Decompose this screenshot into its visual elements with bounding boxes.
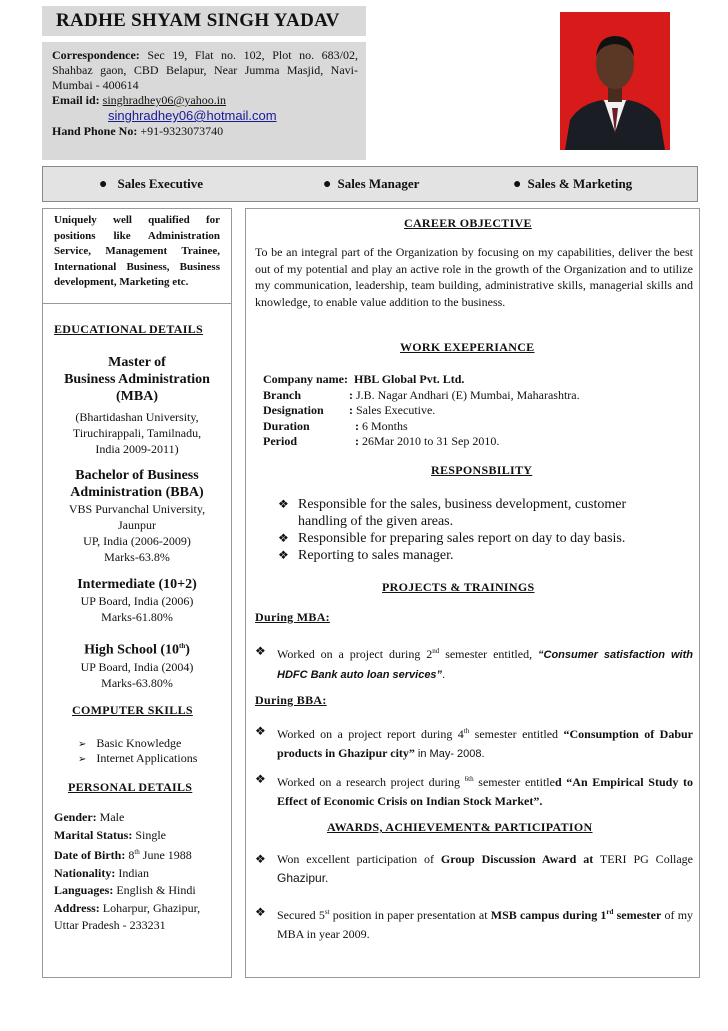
correspondence-address: Sec 19, Flat no. 102, Plot no. 683/02, Shahbaz gaon, CBD Belapur, Near Jumma Masjid, Navi- Mumbai - 400614	[52, 48, 359, 92]
responsibility-item: ❖ Reporting to sales manager.	[278, 548, 454, 563]
mba-block	[44, 354, 230, 457]
personal-details-heading: PERSONAL DETAILS	[68, 780, 193, 794]
bba-project-item: ❖ Worked on a project report during 4th semester entitled “Consumption of Dabur products in Ghazipur city” in May- 2008.	[255, 722, 693, 764]
bba-block	[44, 467, 230, 565]
role-item: ● Sales Executive	[99, 176, 204, 192]
awards-heading: AWARDS, ACHIEVEMENT& PARTICIPATION	[327, 820, 593, 834]
portrait-illustration	[560, 12, 670, 150]
bba-title-2: Administration (BBA)	[70, 485, 204, 500]
inter-detail-1: UP Board, India (2006)	[80, 594, 194, 608]
email-label: Email id:	[52, 93, 100, 107]
inter-title: Intermediate (10+2)	[77, 577, 197, 592]
company-row: Company name: HBL Global Pvt. Ltd.	[263, 372, 465, 386]
email-link-yahoo[interactable]: singhradhey06@yahoo.in	[102, 93, 227, 107]
inter-detail-2: Marks-61.80%	[101, 610, 173, 624]
during-mba-heading: During MBA:	[255, 610, 330, 624]
intermediate-block	[44, 576, 230, 625]
diamond-bullet-icon: ❖	[255, 852, 266, 866]
mba-title-3: (MBA)	[116, 389, 158, 404]
mba-title-1: Master of	[108, 355, 166, 370]
computer-skill-item: ➢ Internet Applications	[78, 751, 198, 765]
diamond-bullet-icon: ❖	[278, 497, 289, 511]
hs-detail-1: UP Board, India (2004)	[80, 659, 194, 674]
bullet-icon: ●	[323, 177, 332, 192]
address-row: Address: Loharpur, Ghazipur, Uttar Pradesh - 233231	[54, 900, 201, 932]
marital-row: Marital Status: Single	[54, 827, 166, 842]
personal-details	[54, 809, 224, 935]
period-row: Period : 26Mar 2010 to 31 Sep 2010.	[263, 434, 500, 448]
target-roles-bar	[42, 166, 698, 202]
diamond-bullet-icon: ❖	[255, 772, 266, 786]
divider	[43, 303, 231, 304]
name-banner	[42, 6, 366, 36]
mba-detail-3: India 2009-2011)	[95, 442, 179, 456]
phone-number: +91-9323073740	[140, 124, 224, 138]
career-objective-heading: CAREER OBJECTIVE	[404, 216, 532, 230]
dob-row: Date of Birth: 8th June 1988	[54, 848, 192, 862]
arrow-bullet-icon: ➢	[78, 739, 87, 750]
hs-detail-2: Marks-63.80%	[101, 675, 173, 690]
hs-title: High School (10th)	[84, 642, 190, 658]
phone-label: Hand Phone No:	[52, 124, 138, 138]
mba-title-2: Business Administration	[64, 372, 210, 387]
responsibility-heading: RESPONSBILITY	[431, 463, 533, 477]
bullet-icon: ●	[513, 177, 522, 192]
profile-summary: Uniquely well qualified for positions like Administration Service, Management Trainee, International Business, Business development, Marketing etc.	[54, 214, 220, 288]
award-item: ❖ Secured 5st position in paper presentation at MSB campus during 1rd semester of my MBA in year 2009.	[255, 903, 693, 944]
highschool-block	[44, 638, 230, 691]
responsibility-list	[278, 496, 668, 564]
bba-research-item: ❖ Worked on a research project during $^{6th}$ semester entitled “An Empirical Study to Effect of Economic Crisis on Indian Stock Market”.	[255, 770, 693, 811]
diamond-bullet-icon: ❖	[278, 548, 289, 562]
role-item: ● Sales & Marketing	[513, 176, 633, 192]
diamond-bullet-icon: ❖	[255, 644, 266, 658]
diamond-bullet-icon: ❖	[255, 724, 266, 738]
bba-detail-3: UP, India (2006-2009)	[83, 534, 191, 548]
projects-heading: PROJECTS & TRAININGS	[382, 580, 535, 594]
branch-row: Branch : J.B. Nagar Andhari (E) Mumbai, Maharashtra.	[263, 387, 580, 402]
award-item: ❖ Won excellent participation of Group Discussion Award at TERI PG Collage Ghazipur.	[255, 850, 693, 888]
bba-title-1: Bachelor of Business	[75, 468, 199, 483]
bba-detail-4: Marks-63.8%	[104, 550, 170, 564]
email-link-hotmail[interactable]: singhradhey06@hotmail.com	[108, 108, 277, 123]
role-item: ● Sales Manager	[323, 176, 420, 192]
designation-row: Designation : Sales Executive.	[263, 403, 436, 417]
computer-skills-heading: COMPUTER SKILLS	[72, 703, 193, 717]
gender-row: Gender: Male	[54, 810, 125, 824]
responsibility-item: ❖ Responsible for preparing sales report on day to day basis.	[278, 531, 626, 546]
work-details	[263, 372, 580, 450]
bullet-icon: ●	[99, 177, 108, 192]
languages-row: Languages: English & Hindi	[54, 883, 196, 897]
mba-project-item: ❖ Worked on a project during 2nd semester entitled, “Consumer satisfaction with HDFC Bank auto loan services”.	[255, 642, 693, 685]
responsibility-item: ❖ Responsible for the sales, business development, customer handling of the given areas.	[278, 497, 627, 529]
education-heading: EDUCATIONAL DETAILS	[54, 322, 203, 336]
bba-detail-1: VBS Purvanchal University,	[68, 502, 206, 516]
candidate-name: RADHE SHYAM SINGH YADAV	[56, 10, 340, 31]
bba-detail-2: Jaunpur	[118, 518, 156, 532]
diamond-bullet-icon: ❖	[278, 531, 289, 545]
profile-photo	[560, 12, 670, 150]
nationality-row: Nationality: Indian	[54, 865, 149, 880]
work-experience-heading: WORK EXEPERIANCE	[400, 340, 535, 354]
mba-detail-1: (Bhartidashan University,	[75, 410, 199, 424]
during-bba-heading: During BBA:	[255, 693, 327, 707]
mba-detail-2: Tiruchirappali, Tamilnadu,	[72, 426, 202, 440]
diamond-bullet-icon: ❖	[255, 905, 266, 919]
computer-skill-item: ➢ Basic Knowledge	[78, 736, 182, 750]
correspondence-label: Correspondence:	[52, 48, 140, 62]
arrow-bullet-icon: ➢	[78, 754, 87, 765]
career-objective-text: To be an integral part of the Organization by focusing on my capabilities, deliver the best out of my potential and play an active role in the growth of the Organization and to utilize my communication, leadership, team building, administrative skills, managerial skills and knowledge, to enable value addition to the business.	[255, 245, 693, 309]
duration-row: Duration : 6 Months	[263, 418, 408, 433]
contact-box	[42, 42, 366, 160]
